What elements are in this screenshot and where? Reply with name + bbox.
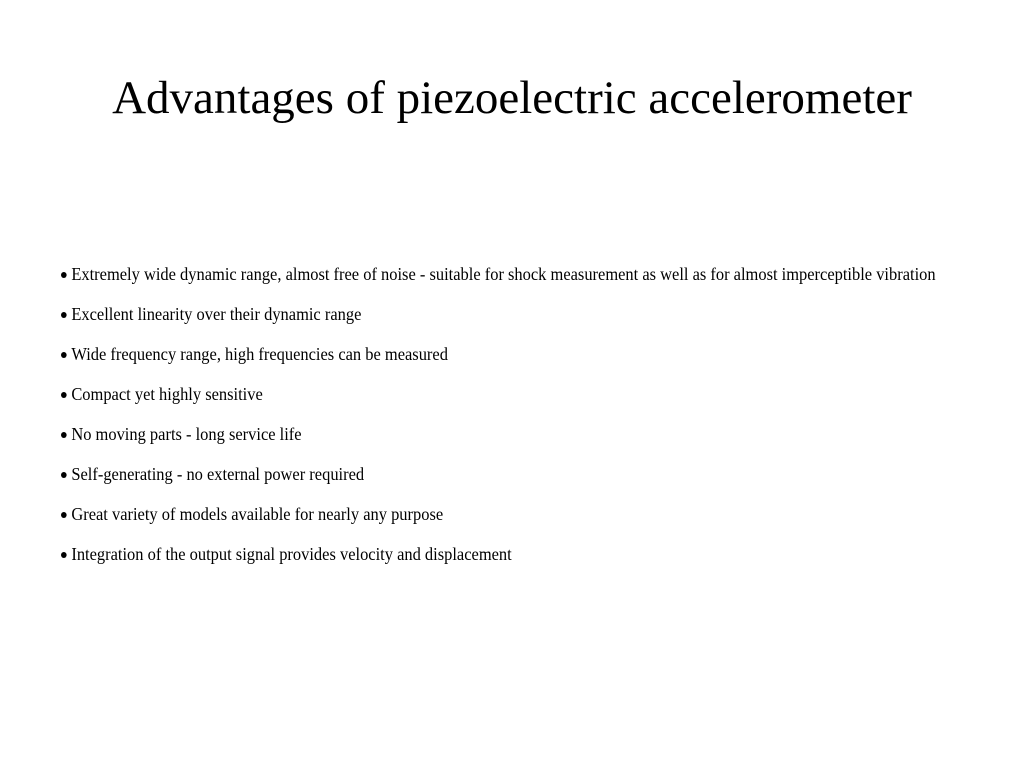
bullet-text: No moving parts - long service life bbox=[71, 424, 302, 444]
bullet-text: Extremely wide dynamic range, almost free of noise - suitable for shock measurement as well as for almost imperceptible vibration bbox=[71, 264, 936, 284]
bullet-icon bbox=[61, 512, 67, 518]
list-item bbox=[61, 502, 954, 527]
bullet-icon bbox=[61, 272, 67, 278]
list-item bbox=[61, 462, 954, 487]
bullet-text: Wide frequency range, high frequencies can be measured bbox=[71, 344, 448, 364]
bullet-icon bbox=[61, 392, 67, 398]
bullet-text: Compact yet highly sensitive bbox=[71, 384, 263, 404]
slide-title: Advantages of piezoelectric accelerometer bbox=[112, 72, 912, 124]
bullet-icon bbox=[61, 312, 67, 318]
list-item bbox=[61, 542, 954, 567]
bullet-text: Integration of the output signal provides velocity and displacement bbox=[71, 544, 512, 564]
bullet-list bbox=[61, 262, 949, 567]
bullet-icon bbox=[61, 472, 67, 478]
list-item bbox=[61, 302, 954, 327]
bullet-icon bbox=[61, 352, 67, 358]
list-item bbox=[61, 342, 954, 367]
list-item bbox=[61, 422, 954, 447]
list-item bbox=[61, 262, 954, 287]
bullet-text: Excellent linearity over their dynamic range bbox=[71, 304, 362, 324]
bullet-icon bbox=[61, 432, 67, 438]
bullet-icon bbox=[61, 552, 67, 558]
list-item bbox=[61, 382, 954, 407]
bullet-text: Self-generating - no external power required bbox=[71, 464, 365, 484]
bullet-text: Great variety of models available for nearly any purpose bbox=[71, 504, 444, 524]
